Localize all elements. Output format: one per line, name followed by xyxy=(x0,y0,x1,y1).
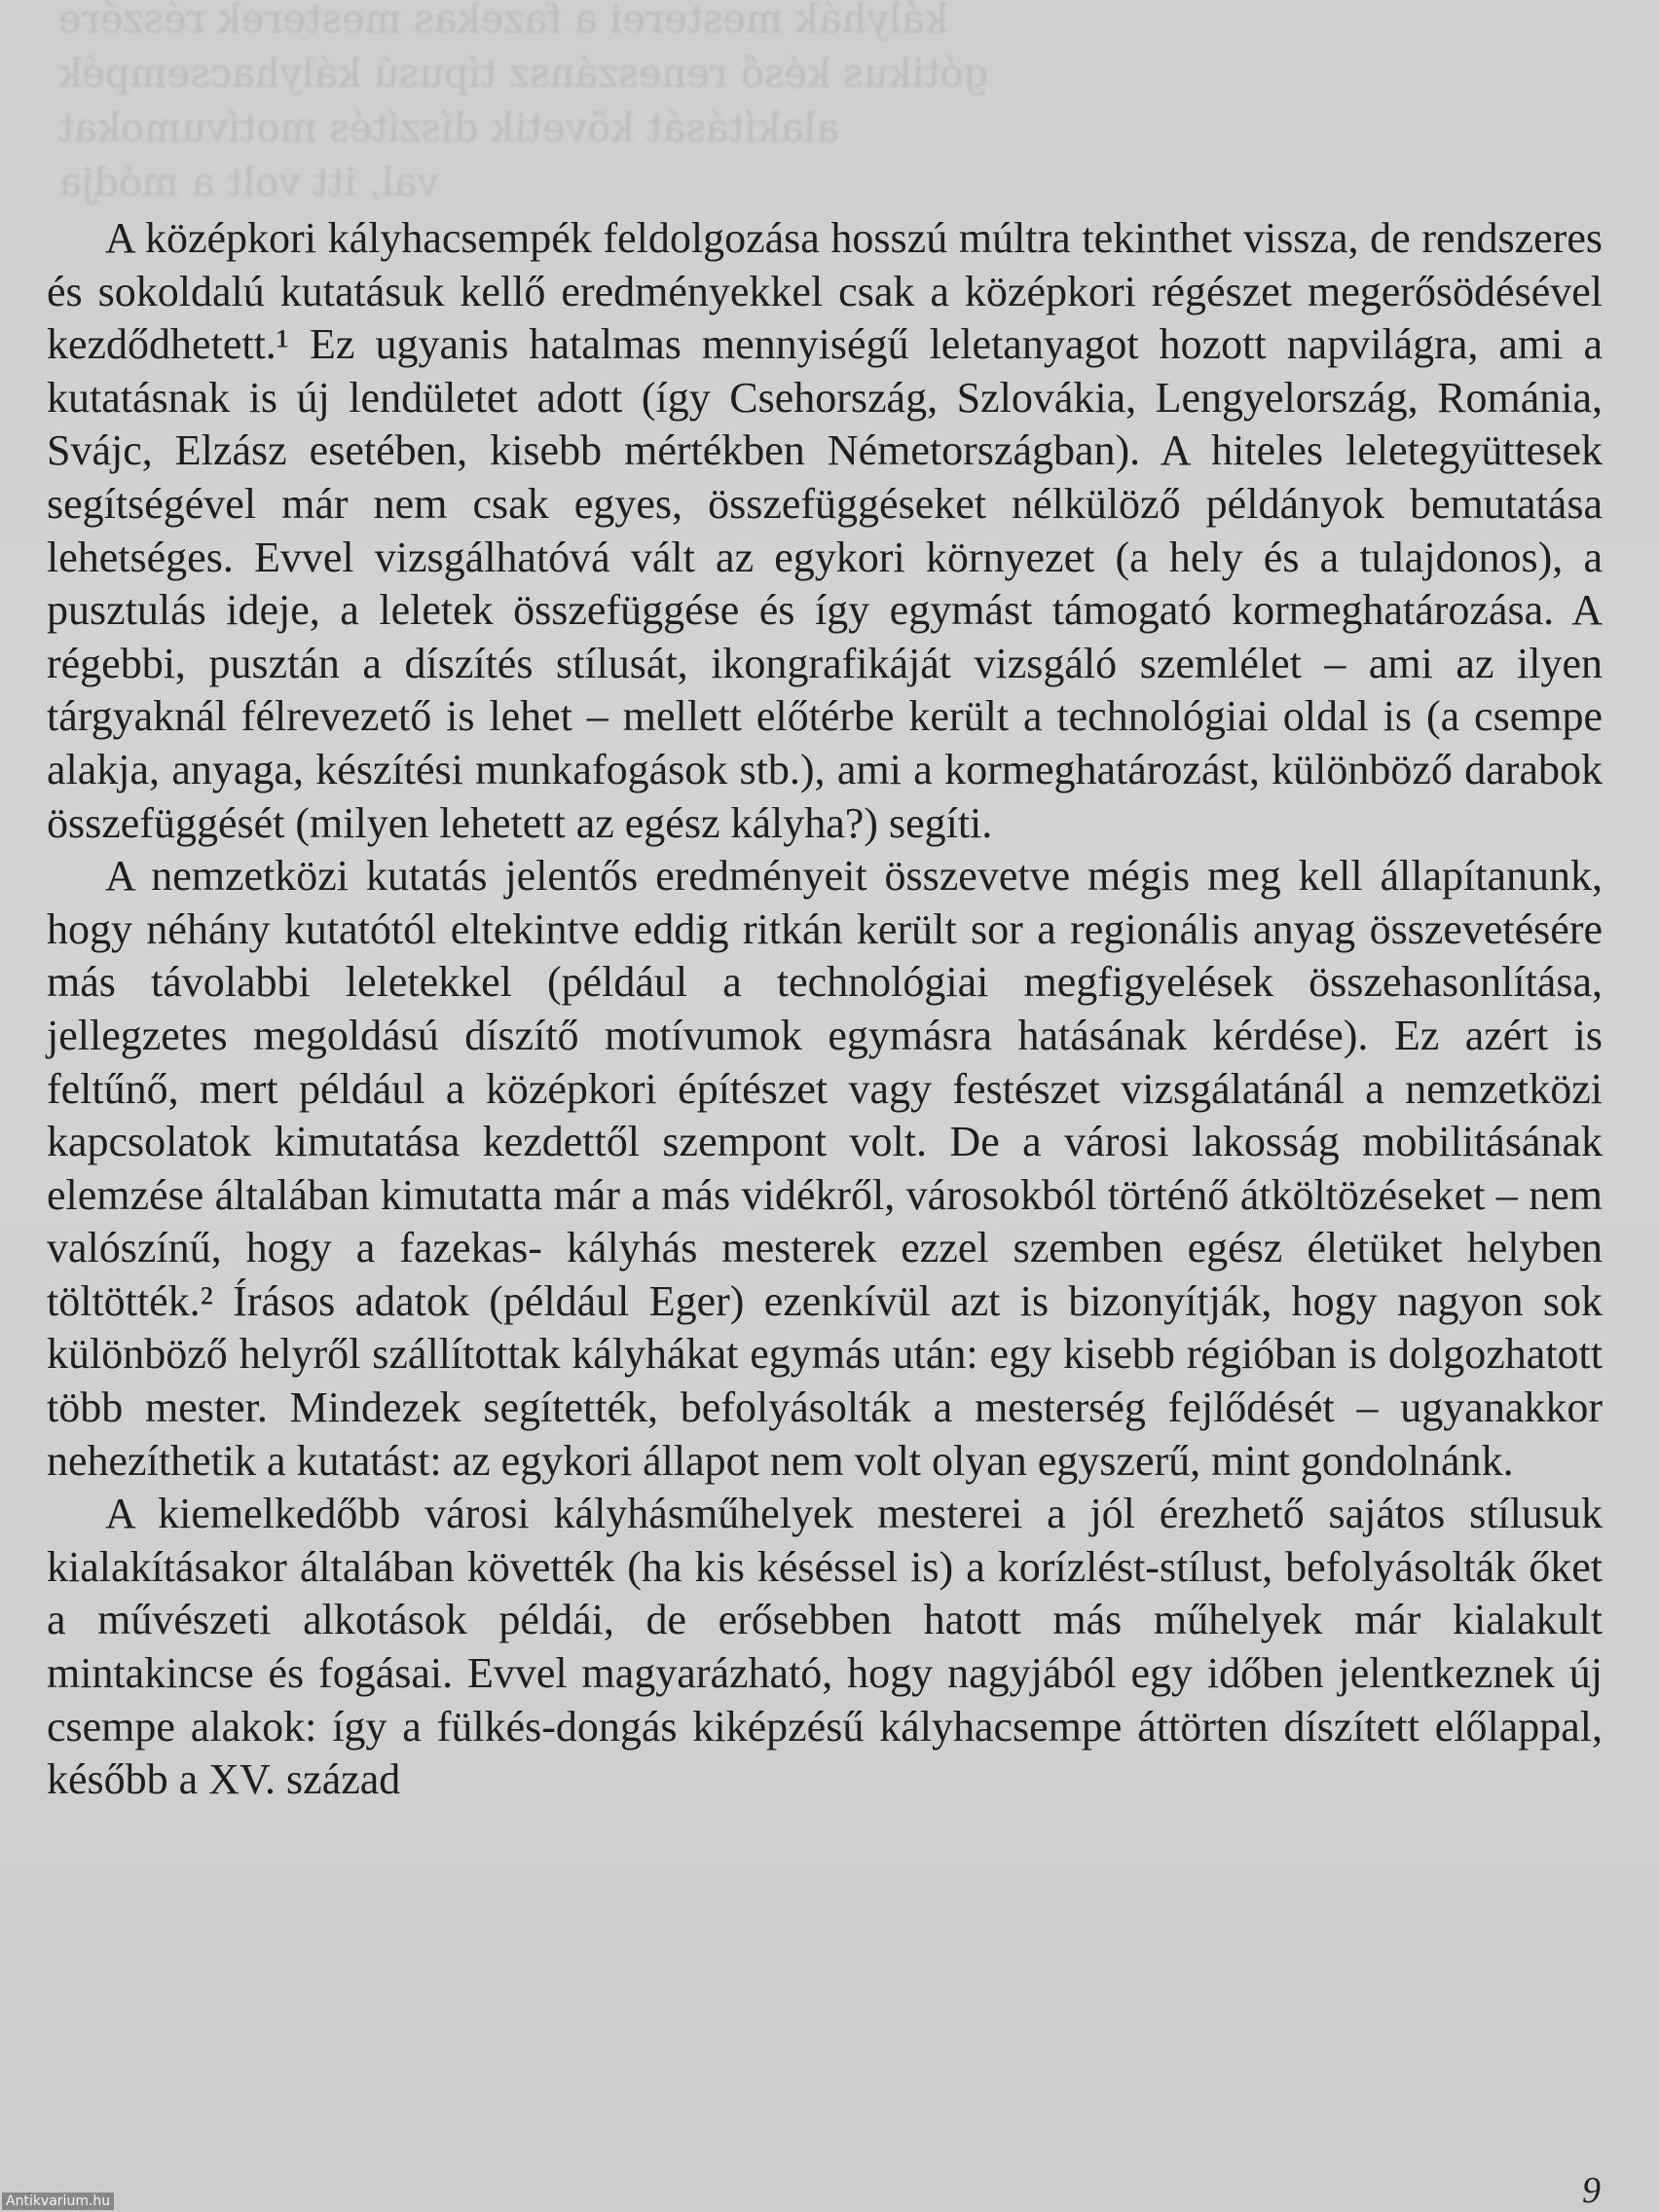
watermark: Antikvarium.hu xyxy=(2,2193,114,2210)
body-text xyxy=(47,212,1603,1807)
page-number: 9 xyxy=(1582,2170,1601,2211)
bleed-line: val, itt volt a módja xyxy=(58,161,440,205)
bleed-line: gótikus késő reneszánsz típusú kályhacsempék xyxy=(58,52,989,96)
bleed-line: alakítását követik díszítés motívumokat xyxy=(58,106,840,151)
bleed-line: kályhák mesterei a fazekas mesterek részére xyxy=(58,0,948,42)
bleed-through-text xyxy=(58,0,1655,205)
paragraph-2: A nemzetközi kutatás jelentős eredményeit összevetve mégis meg kell állapítanunk, hogy néhány kutatótól eltekintve eddig ritkán került sor a regionális anyag összevetésére más távolabbi leletekkel (például a technológiai megfigyelések összehasonlítása, jellegzetes megoldású díszítő motívumok egymásra hatásának kérdése). Ez azért is feltűnő, mert például a középkori építészet vagy festészet vizsgálatánál a nemzetközi kapcsolatok kimutatása kezdettől szempont volt. De a városi lakosság mobilitásának elemzése általában kimutatta már a más vidékről, városokból történő átköltözéseket – nem valószínű, hogy a fazekas- kályhás mesterek ezzel szemben egész életüket helyben töltötték.² Írásos adatok (például Eger) ezenkívül azt is bizonyítják, hogy nagyon sok különböző helyről szállítottak kályhákat egymás után: egy kisebb régióban is dolgozhatott több mester. Mindezek segítették, befolyásolták a mesterség fejlődését – ugyanakkor nehezíthetik a kutatást: az egykori állapot nem volt olyan egyszerű, mint gondolnánk. xyxy=(47,852,1603,1485)
paragraph-3: A kiemelkedőbb városi kályhásműhelyek mesterei a jól érezhető sajátos stílusuk kialakításakor általában követték (ha kis késéssel is) a korízlést-stílust, befolyásolták őket a művészeti alkotások példái, de erősebben hatott más műhelyek már kialakult mintakincse és fogásai. Evvel magyarázható, hogy nagyjából egy időben jelentkeznek új csempe alakok: így a fülkés-dongás kiképzésű kályhacsempe áttörten díszített előlappal, később a XV. század xyxy=(47,1490,1603,1804)
paragraph-1: A középkori kályhacsempék feldolgozása hosszú múltra tekinthet vissza, de rendszeres és sokoldalú kutatásuk kellő eredményekkel csak a középkori régészet megerősödésével kezdődhetett.¹ Ez ugyanis hatalmas mennyiségű leletanyagot hozott napvilágra, ami a kutatásnak is új lendületet adott (így Csehország, Szlovákia, Lengyelország, Románia, Svájc, Elzász esetében, kisebb mértékben Németországban). A hiteles leletegyüttesek segítségével már nem csak egyes, összefüggéseket nélkülöző példányok bemutatása lehetséges. Evvel vizsgálhatóvá vált az egykori környezet (a hely és a tulajdonos), a pusztulás ideje, a leletek összefüggése és így egymást támogató kormeghatározása. A régebbi, pusztán a díszítés stílusát, ikongrafikáját vizsgáló szemlélet – ami az ilyen tárgyaknál félrevezető is lehet – mellett előtérbe került a technológiai oldal is (a csempe alakja, anyaga, készítési munkafogások stb.), ami a kormeghatározást, különböző darabok összefüggését (milyen lehetett az egész kályha?) segíti. xyxy=(47,214,1603,847)
